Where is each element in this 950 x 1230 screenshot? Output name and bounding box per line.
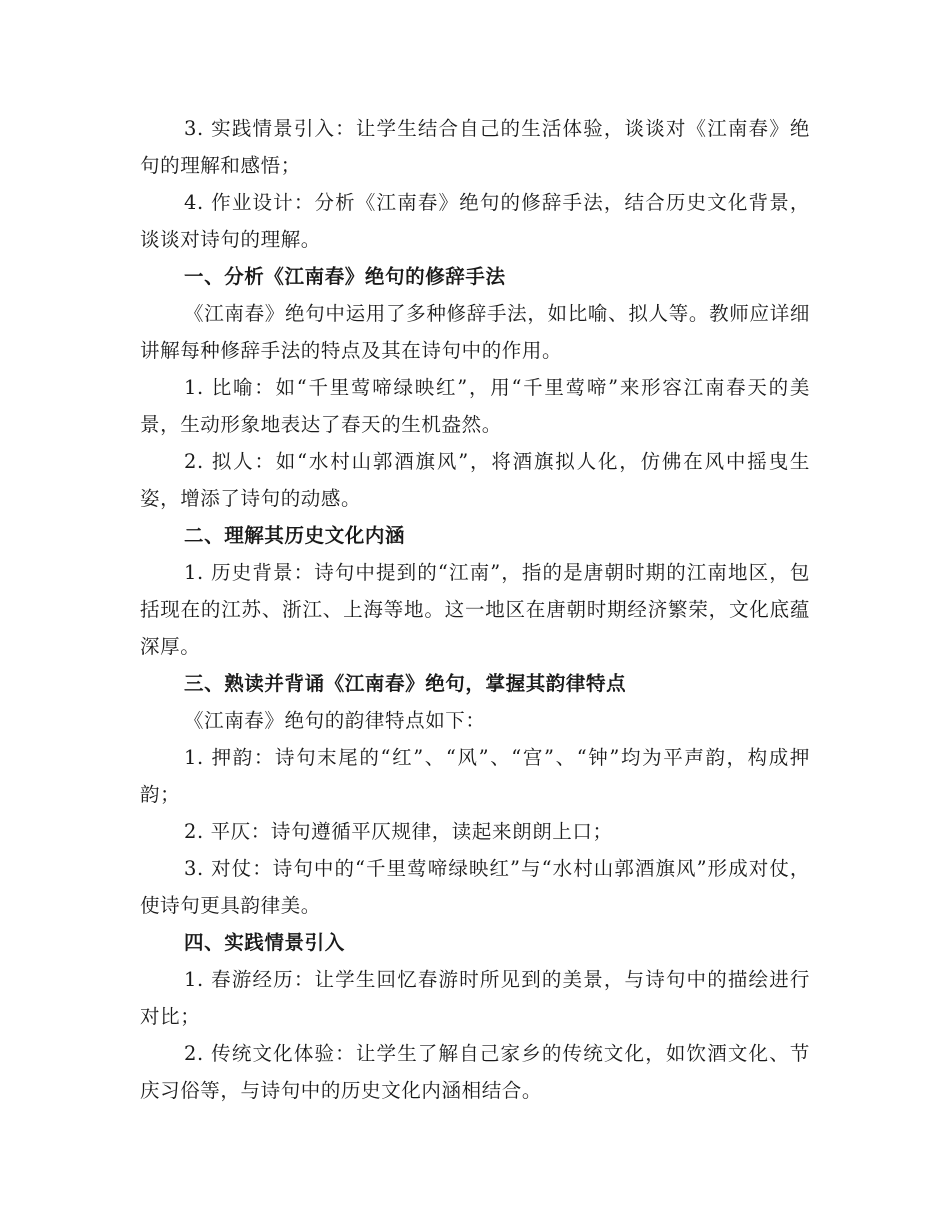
heading-rhetoric-analysis: 一、分析《江南春》绝句的修辞手法 (184, 265, 506, 288)
paragraph-homework-design: 4. 作业设计：分析《江南春》绝句的修辞手法，结合历史文化背景，谈谈对诗句的理解。 (140, 191, 810, 251)
paragraph-tonal-pattern: 2. 平仄：诗句遵循平仄规律，读起来朗朗上口； (184, 820, 613, 843)
heading-practice-scenario: 四、实践情景引入 (184, 931, 345, 954)
heading-recitation-rhythm: 三、熟读并背诵《江南春》绝句，掌握其韵律特点 (184, 672, 627, 695)
paragraph-rhythm-intro: 《江南春》绝句的韵律特点如下： (184, 709, 486, 732)
document-body (140, 110, 810, 1109)
paragraph-rhyme: 1. 押韵：诗句末尾的“红”、“风”、“宫”、“钟”均为平声韵，构成押韵； (140, 746, 810, 806)
paragraph-historical-background: 1. 历史背景：诗句中提到的“江南”，指的是唐朝时期的江南地区，包括现在的江苏、浙江、上海等地。这一地区在唐朝时期经济繁荣，文化底蕴深厚。 (140, 561, 810, 658)
paragraph-practice-intro: 3. 实践情景引入：让学生结合自己的生活体验，谈谈对《江南春》绝句的理解和感悟； (140, 117, 810, 177)
paragraph-traditional-culture: 2. 传统文化体验：让学生了解自己家乡的传统文化，如饮酒文化、节庆习俗等，与诗句中的历史文化内涵相结合。 (140, 1042, 810, 1102)
heading-historical-culture: 二、理解其历史文化内涵 (184, 524, 406, 547)
paragraph-rhetoric-overview: 《江南春》绝句中运用了多种修辞手法，如比喻、拟人等。教师应详细讲解每种修辞手法的特点及其在诗句中的作用。 (140, 302, 810, 362)
paragraph-metaphor: 1. 比喻：如“千里莺啼绿映红”，用“千里莺啼”来形容江南春天的美景，生动形象地表达了春天的生机盎然。 (140, 376, 810, 436)
paragraph-antithesis: 3. 对仗：诗句中的“千里莺啼绿映红”与“水村山郭酒旗风”形成对仗，使诗句更具韵律美。 (140, 857, 810, 917)
paragraph-personification: 2. 拟人：如“水村山郭酒旗风”，将酒旗拟人化，仿佛在风中摇曳生姿，增添了诗句的动感。 (140, 450, 810, 510)
paragraph-spring-outing: 1. 春游经历：让学生回忆春游时所见到的美景，与诗句中的描绘进行对比； (140, 968, 810, 1028)
